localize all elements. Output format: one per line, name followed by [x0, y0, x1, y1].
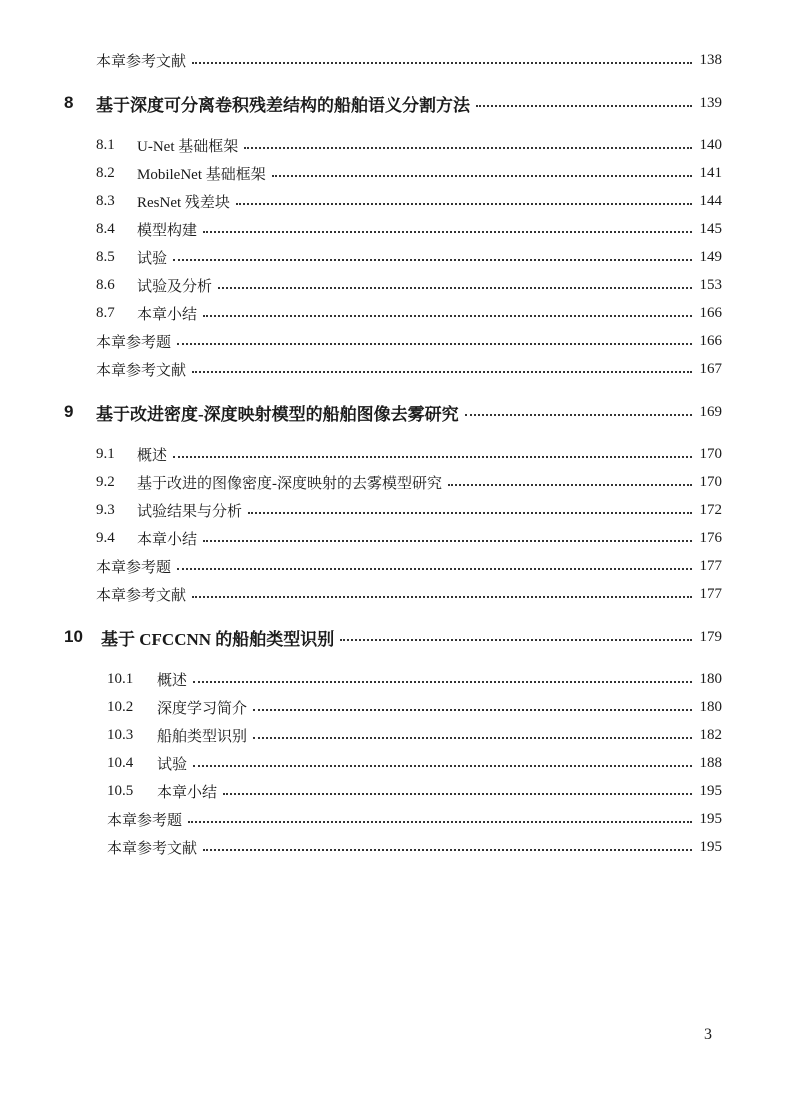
page-number: 3	[704, 1026, 712, 1043]
entry-number: 8.7	[96, 304, 115, 321]
dot-leader	[203, 231, 692, 233]
entry-title: 基于改进的图像密度-深度映射的去雾模型研究	[137, 475, 442, 492]
dot-leader	[177, 568, 692, 570]
entry-page: 153	[699, 276, 722, 293]
dot-leader	[188, 821, 692, 823]
entry-number: 8.3	[96, 192, 115, 209]
entry-number: 8.5	[96, 248, 115, 265]
entry-page: 138	[699, 51, 722, 68]
dot-leader	[193, 765, 692, 767]
toc-entry	[0, 777, 790, 805]
entry-title: 基于深度可分离卷积残差结构的船舶语义分割方法	[96, 95, 470, 115]
entry-number: 8	[64, 93, 74, 112]
table-of-contents	[0, 46, 790, 861]
entry-page: 172	[699, 501, 722, 518]
entry-page: 170	[699, 473, 722, 490]
entry-title: 本章参考文献	[107, 840, 198, 857]
entry-number: 8.2	[96, 164, 115, 181]
dot-leader	[272, 175, 692, 177]
toc-entry	[0, 299, 790, 327]
entry-title: MobileNet 基础框架	[137, 166, 266, 183]
dot-leader	[192, 371, 692, 373]
entry-page: 139	[699, 94, 722, 111]
toc-entry	[0, 721, 790, 749]
entry-page: 144	[699, 192, 722, 209]
entry-number: 9.1	[96, 445, 115, 462]
entry-number: 9	[64, 402, 74, 421]
toc-entry	[0, 524, 790, 552]
toc-entry	[0, 580, 790, 608]
dot-leader	[177, 343, 692, 345]
entry-number: 10.3	[107, 726, 134, 743]
entry-page: 180	[699, 698, 722, 715]
entry-page: 195	[699, 782, 722, 799]
entry-title: 试验结果与分析	[137, 503, 243, 520]
entry-title: 本章小结	[137, 531, 198, 548]
entry-page: 167	[699, 360, 722, 377]
dot-leader	[476, 105, 692, 107]
entry-page: 188	[699, 754, 722, 771]
entry-title: 本章参考题	[107, 812, 183, 829]
dot-leader	[253, 737, 692, 739]
entry-title: 本章参考文献	[96, 362, 187, 379]
entry-title: 本章参考题	[96, 559, 172, 576]
dot-leader	[448, 484, 692, 486]
entry-page: 176	[699, 529, 722, 546]
toc-entry	[0, 440, 790, 468]
entry-page: 166	[699, 304, 722, 321]
dot-leader	[192, 62, 692, 64]
entry-number: 10.4	[107, 754, 134, 771]
dot-leader	[218, 287, 692, 289]
entry-page: 169	[699, 403, 722, 420]
dot-leader	[173, 456, 692, 458]
dot-leader	[203, 540, 692, 542]
dot-leader	[236, 203, 692, 205]
dot-leader	[253, 709, 692, 711]
entry-title: 试验	[157, 756, 188, 773]
toc-entry	[0, 243, 790, 271]
dot-leader	[465, 414, 692, 416]
toc-entry	[0, 131, 790, 159]
dot-leader	[192, 596, 692, 598]
toc-entry	[0, 693, 790, 721]
entry-number: 10.2	[107, 698, 134, 715]
toc-entry	[0, 355, 790, 383]
toc-entry	[0, 552, 790, 580]
entry-title: 深度学习简介	[157, 700, 248, 717]
entry-title: 模型构建	[137, 222, 198, 239]
entry-title: 基于 CFCCNN 的船舶类型识别	[101, 629, 335, 649]
entry-page: 195	[699, 838, 722, 855]
entry-page: 177	[699, 585, 722, 602]
entry-title: ResNet 残差块	[137, 194, 230, 211]
entry-number: 8.4	[96, 220, 115, 237]
entry-page: 182	[699, 726, 722, 743]
entry-page: 149	[699, 248, 722, 265]
toc-entry	[0, 46, 790, 74]
entry-page: 177	[699, 557, 722, 574]
entry-title: 本章参考题	[96, 334, 172, 351]
toc-entry	[0, 833, 790, 861]
entry-title: 本章参考文献	[96, 53, 187, 70]
toc-entry	[0, 215, 790, 243]
toc-entry	[0, 327, 790, 355]
entry-title: 概述	[137, 447, 168, 464]
toc-entry	[0, 496, 790, 524]
entry-title: 试验	[137, 250, 168, 267]
toc-entry	[0, 271, 790, 299]
dot-leader	[340, 639, 692, 641]
dot-leader	[193, 681, 692, 683]
entry-title: 本章小结	[137, 306, 198, 323]
entry-page: 141	[699, 164, 722, 181]
entry-title: 本章参考文献	[96, 587, 187, 604]
entry-title: 概述	[157, 672, 188, 689]
dot-leader	[248, 512, 692, 514]
toc-entry	[0, 749, 790, 777]
entry-number: 8.1	[96, 136, 115, 153]
entry-number: 10.5	[107, 782, 134, 799]
toc-entry	[0, 468, 790, 496]
dot-leader	[244, 147, 692, 149]
toc-entry	[0, 187, 790, 215]
entry-page: 195	[699, 810, 722, 827]
entry-title: 本章小结	[157, 784, 218, 801]
dot-leader	[203, 315, 692, 317]
entry-page: 140	[699, 136, 722, 153]
entry-number: 9.3	[96, 501, 115, 518]
dot-leader	[203, 849, 692, 851]
entry-page: 180	[699, 670, 722, 687]
toc-entry	[0, 159, 790, 187]
entry-title: 试验及分析	[137, 278, 213, 295]
toc-chapter-entry	[0, 398, 790, 426]
entry-page: 166	[699, 332, 722, 349]
entry-number: 10	[64, 627, 83, 646]
entry-number: 9.2	[96, 473, 115, 490]
toc-entry	[0, 805, 790, 833]
entry-title: 基于改进密度-深度映射模型的船舶图像去雾研究	[96, 404, 459, 424]
toc-chapter-entry	[0, 623, 790, 651]
entry-number: 8.6	[96, 276, 115, 293]
entry-page: 179	[699, 628, 722, 645]
entry-number: 9.4	[96, 529, 115, 546]
toc-chapter-entry	[0, 89, 790, 117]
dot-leader	[173, 259, 692, 261]
toc-entry	[0, 665, 790, 693]
entry-title: U-Net 基础框架	[137, 138, 239, 155]
entry-page: 170	[699, 445, 722, 462]
dot-leader	[223, 793, 692, 795]
entry-title: 船舶类型识别	[157, 728, 248, 745]
entry-number: 10.1	[107, 670, 134, 687]
entry-page: 145	[699, 220, 722, 237]
